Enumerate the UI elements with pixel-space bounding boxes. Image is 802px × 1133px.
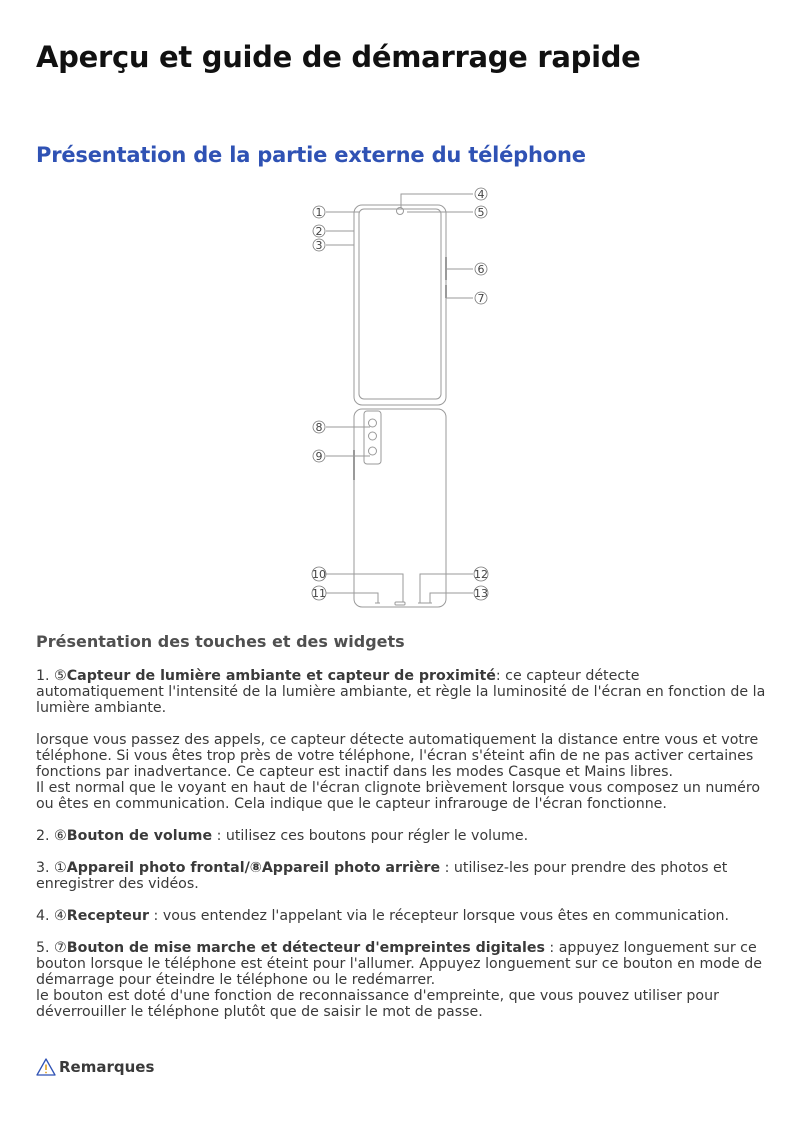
svg-text:6: 6 (477, 263, 485, 276)
item-prefix: 2. ⑥ (36, 828, 67, 844)
callout-12 (474, 567, 488, 581)
svg-text:1: 1 (315, 206, 323, 219)
callout-8 (313, 421, 325, 434)
callout-4 (475, 188, 487, 201)
item-prefix: 1. ⑤ (36, 668, 67, 684)
subsection-title: Présentation des touches et des widgets (36, 632, 405, 651)
item-prefix: 4. ④ (36, 908, 67, 924)
callout-2 (313, 225, 325, 238)
item-text: : utilisez-les pour prendre des photos et enregistrer des vidéos. (36, 860, 728, 892)
feature-item-1-details (36, 732, 771, 812)
remarks-heading (36, 1058, 154, 1076)
svg-text:8: 8 (315, 421, 323, 434)
callout-5 (475, 206, 487, 219)
callout-1 (313, 206, 325, 219)
feature-item-5 (36, 940, 771, 1020)
item-prefix: 3. ① (36, 860, 67, 876)
phone-front-outline (354, 205, 446, 405)
phone-front-screen (359, 209, 441, 399)
callout-9 (313, 450, 325, 463)
svg-text:4: 4 (477, 188, 485, 201)
item-detail: le bouton est doté d'une fonction de reconnaissance d'empreinte, que vous pouvez utiliser pour déverrouiller le téléphone plutôt que de saisir le mot de passe. (36, 988, 719, 1020)
item-text: : ce capteur détecte automatiquement l'intensité de la lumière ambiante, et règle la luminosité de l'écran en fonction de la lumière ambiante. (36, 668, 766, 716)
item-term: Capteur de lumière ambiante et capteur de proximité (66, 668, 496, 684)
item-detail: lorsque vous passez des appels, ce capteur détecte automatiquement la distance entre vous et votre téléphone. Si vous êtes trop près de votre téléphone, l'écran s'éteint afin de ne pas activer certaines fonctions par inadvertance. Ce capteur est inactif dans les modes Casque et Mains libres. (36, 732, 759, 780)
item-text: : vous entendez l'appelant via le récepteur lorsque vous êtes en communication. (149, 908, 730, 924)
item-text: : appuyez longuement sur ce bouton lorsque le téléphone est éteint pour l'allumer. Appuyez longuement sur ce bouton en mode de démarrage pour éteindre le téléphone ou le redémarrer. (36, 940, 762, 988)
callout-6 (475, 263, 487, 276)
warning-icon (36, 1058, 56, 1076)
feature-item-1 (36, 668, 771, 716)
svg-text:3: 3 (315, 239, 323, 252)
callout-7 (475, 292, 487, 305)
svg-text:5: 5 (477, 206, 485, 219)
callout-13 (474, 586, 488, 600)
item-term: Appareil photo frontal/⑧Appareil photo arrière (66, 860, 441, 876)
feature-item-4 (36, 908, 771, 924)
item-detail: Il est normal que le voyant en haut de l'écran clignote brièvement lorsque vous composez un numéro ou êtes en communication. Cela indique que le capteur infrarouge de l'écran fonctionne. (36, 780, 761, 812)
item-term: Bouton de volume (66, 828, 213, 844)
item-text: : utilisez ces boutons pour régler le volume. (212, 828, 529, 844)
phone-diagram (300, 185, 500, 610)
callout-3 (313, 239, 325, 252)
svg-text:7: 7 (477, 292, 485, 305)
remarks-label: Remarques (59, 1058, 155, 1076)
svg-text:9: 9 (315, 450, 323, 463)
svg-text:10: 10 (312, 568, 326, 581)
svg-text:2: 2 (315, 225, 323, 238)
callout-10 (312, 567, 326, 581)
svg-text:11: 11 (312, 587, 326, 600)
feature-item-2 (36, 828, 771, 844)
section-title: Présentation de la partie externe du téléphone (36, 143, 586, 167)
item-prefix: 5. ⑦ (36, 940, 67, 956)
svg-text:13: 13 (474, 587, 488, 600)
phone-back-outline (354, 409, 446, 607)
feature-list (36, 668, 771, 1036)
svg-text:12: 12 (474, 568, 488, 581)
page-title: Aperçu et guide de démarrage rapide (36, 40, 641, 74)
item-term: Recepteur (66, 908, 150, 924)
callout-11 (312, 586, 326, 600)
feature-item-3 (36, 860, 771, 892)
item-term: Bouton de mise marche et détecteur d'empreintes digitales (66, 940, 545, 956)
